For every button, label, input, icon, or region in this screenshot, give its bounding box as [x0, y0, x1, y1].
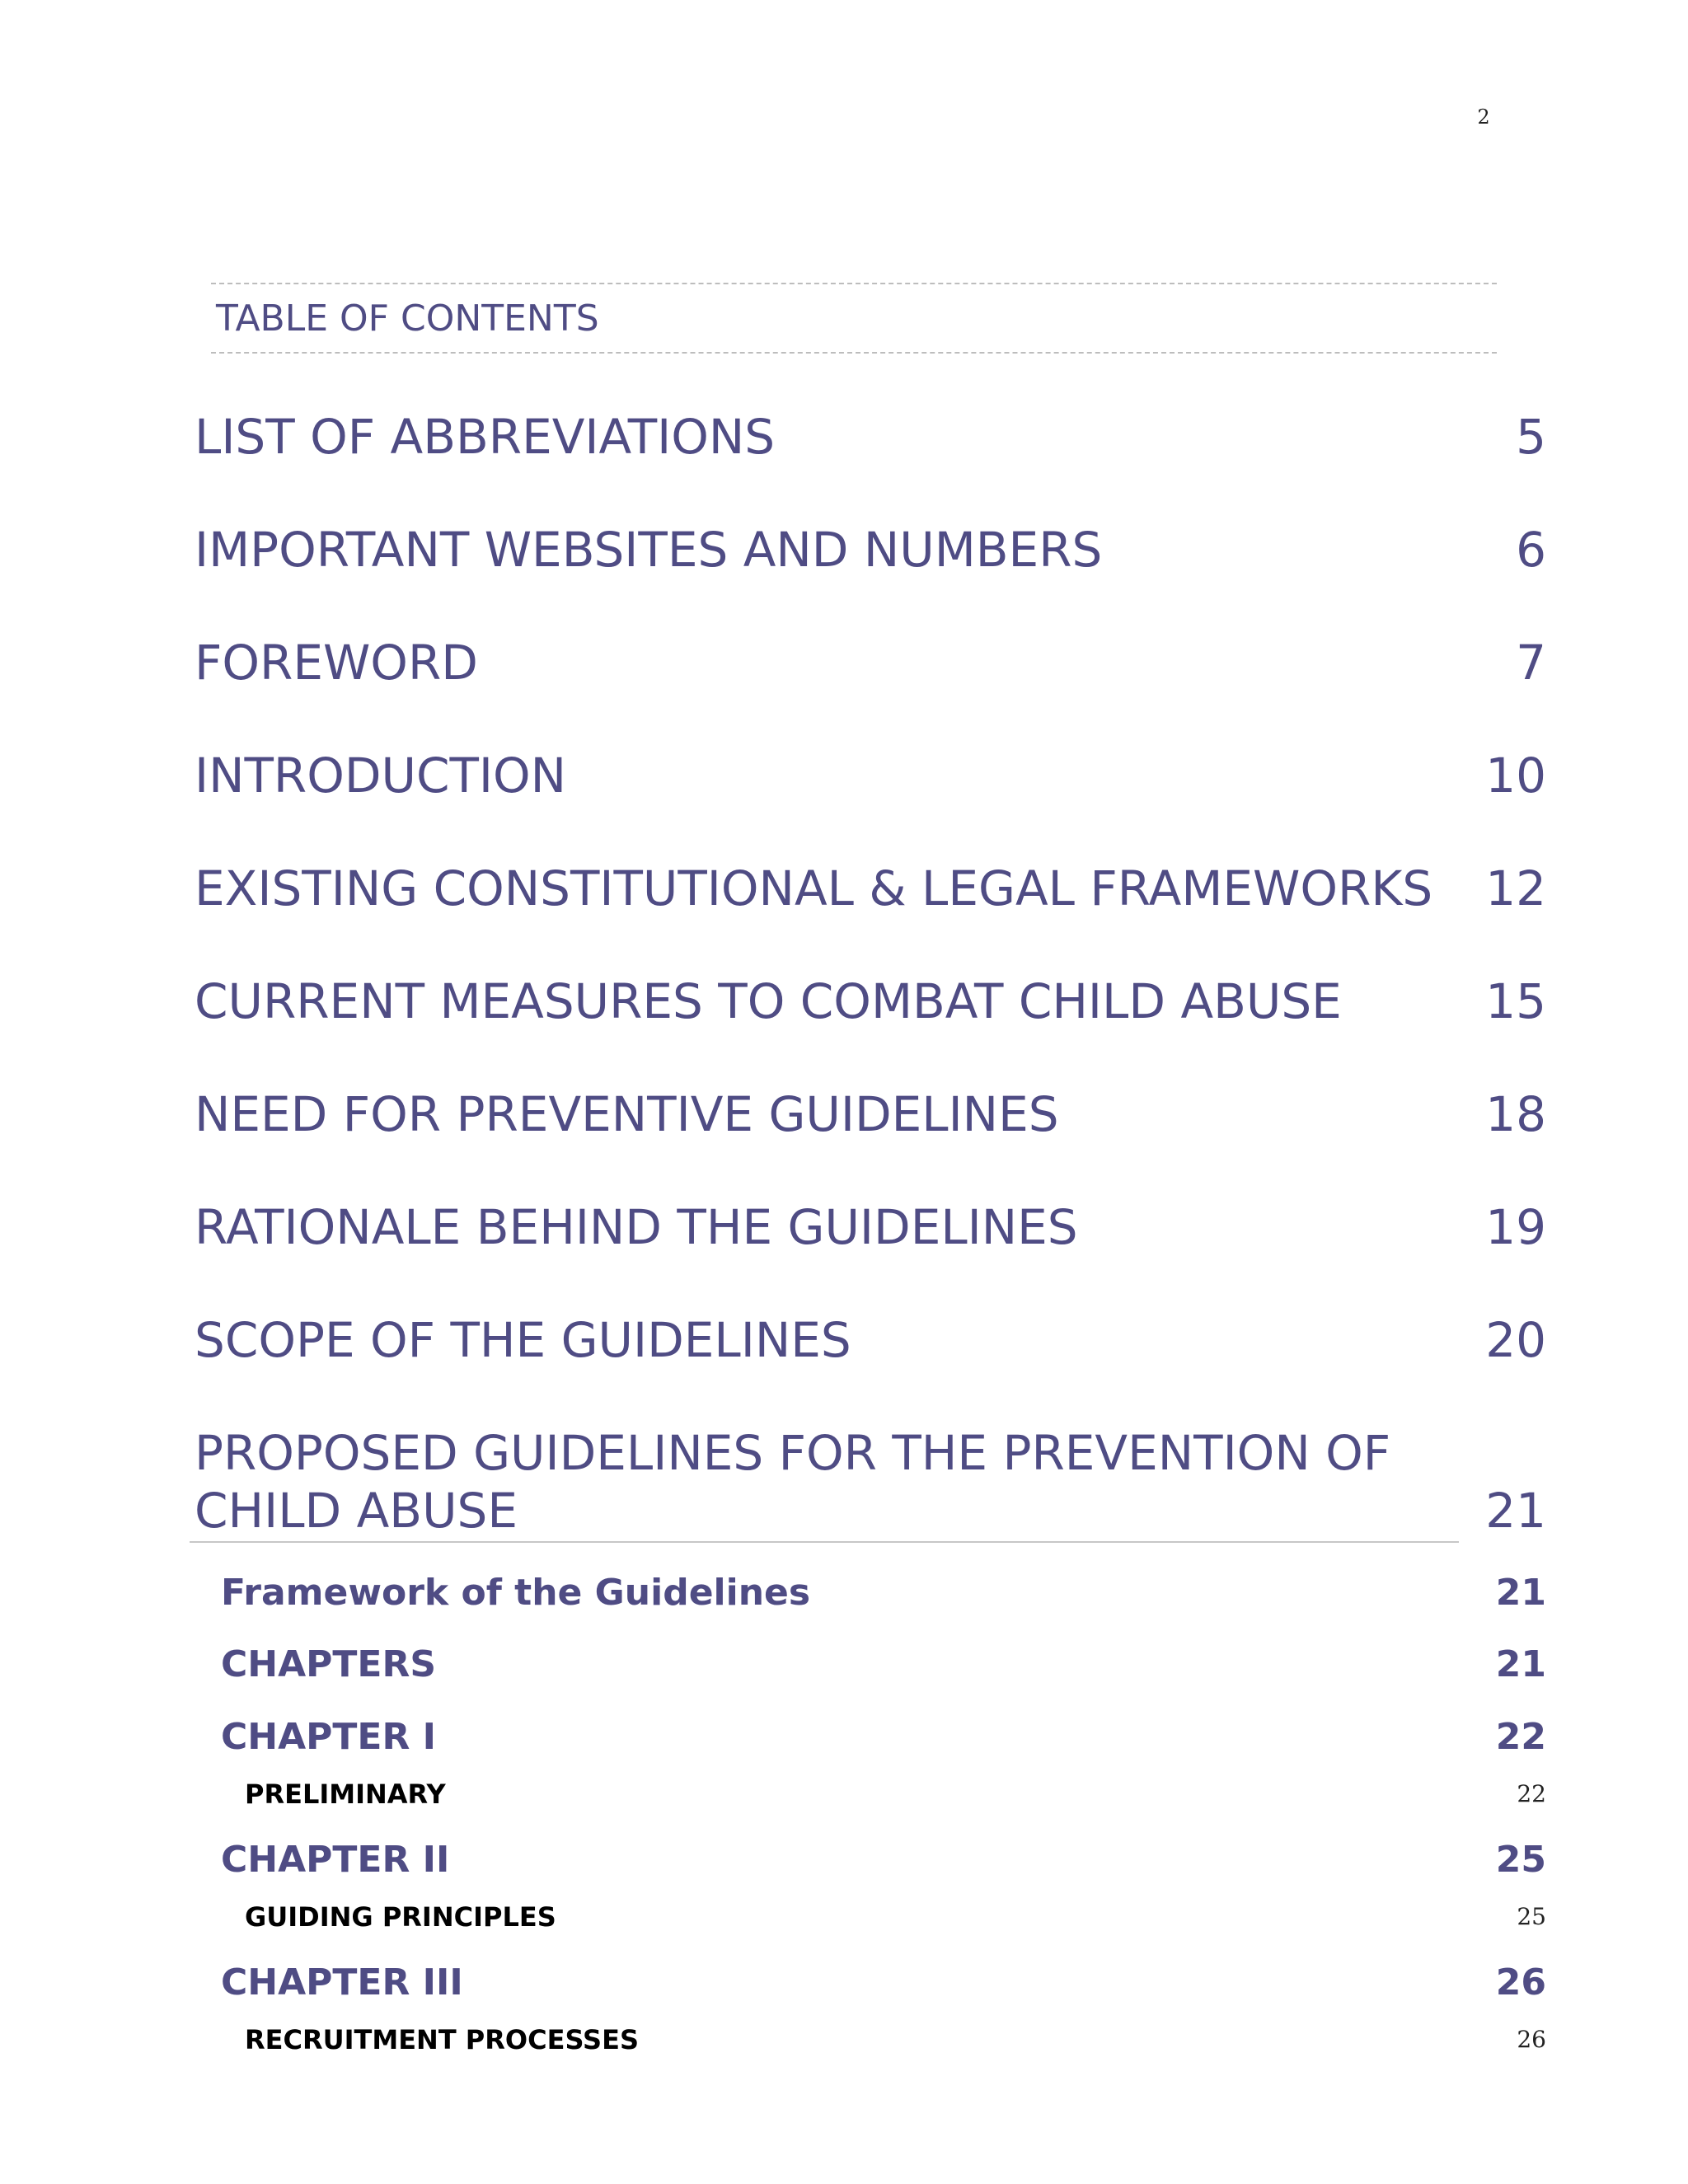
toc-entry-scope[interactable] — [195, 1311, 1546, 1369]
toc-entry-need-for-guidelines[interactable] — [195, 1085, 1546, 1143]
toc-entry-list-of-abbreviations[interactable] — [195, 408, 1546, 466]
toc-entry-page: 10 — [1485, 748, 1546, 804]
toc-entry-page: 21 — [1485, 1483, 1546, 1539]
toc-entry-page: 7 — [1516, 635, 1546, 691]
toc-entry-title: NEED FOR PREVENTIVE GUIDELINES — [195, 1086, 1059, 1142]
toc-subentry-preliminary[interactable] — [245, 1778, 1546, 1811]
toc-entry-page: 6 — [1516, 522, 1546, 578]
toc-entry-proposed-guidelines[interactable] — [195, 1424, 1546, 1540]
toc-entry-introduction[interactable] — [195, 747, 1546, 804]
toc-entry-title: SCOPE OF THE GUIDELINES — [195, 1312, 851, 1368]
toc-entry-rationale[interactable] — [195, 1198, 1546, 1256]
toc-entry-title: FOREWORD — [195, 635, 478, 691]
toc-entry-title: EXISTING CONSTITUTIONAL & LEGAL FRAMEWORKS — [195, 860, 1433, 916]
toc-entry-page: 21 — [1495, 1572, 1546, 1614]
toc-entry-page: 25 — [1495, 1839, 1546, 1881]
toc-entry-page: 19 — [1485, 1199, 1546, 1255]
toc-subentry-framework[interactable] — [221, 1571, 1546, 1615]
toc-entry-title: RECRUITMENT PROCESSES — [245, 2024, 639, 2055]
toc-entry-title: Framework of the Guidelines — [221, 1572, 811, 1614]
toc-entry-title: GUIDING PRINCIPLES — [245, 1901, 556, 1933]
toc-entry-page: 21 — [1495, 1643, 1546, 1685]
toc-entry-page: 22 — [1517, 1780, 1546, 1807]
toc-entry-title: LIST OF ABBREVIATIONS — [195, 409, 776, 465]
toc-entry-title: IMPORTANT WEBSITES AND NUMBERS — [195, 522, 1103, 578]
toc-entry-page: 25 — [1517, 1903, 1546, 1930]
toc-entry-title: CHAPTER II — [221, 1839, 450, 1881]
toc-entry-current-measures[interactable] — [195, 972, 1546, 1030]
toc-subentry-chapters[interactable] — [221, 1643, 1546, 1687]
toc-subentry-guiding-principles[interactable] — [245, 1900, 1546, 1933]
toc-entry-title: PRELIMINARY — [245, 1779, 446, 1810]
toc-entry-page: 18 — [1485, 1086, 1546, 1142]
page-number: 2 — [1477, 105, 1490, 129]
toc-entry-foreword[interactable] — [195, 634, 1546, 691]
section-divider — [190, 1541, 1459, 1543]
toc-subentry-chapter-1[interactable] — [221, 1715, 1546, 1760]
toc-entry-important-websites[interactable] — [195, 521, 1546, 579]
toc-entry-page: 12 — [1485, 860, 1546, 916]
toc-entry-page: 5 — [1516, 409, 1546, 465]
toc-entry-title: CHAPTER III — [221, 1961, 463, 2004]
toc-entry-title: CHAPTERS — [221, 1643, 437, 1685]
toc-entry-title: CURRENT MEASURES TO COMBAT CHILD ABUSE — [195, 973, 1342, 1029]
toc-subentry-chapter-2[interactable] — [221, 1838, 1546, 1882]
toc-entry-title: RATIONALE BEHIND THE GUIDELINES — [195, 1199, 1078, 1255]
toc-subentry-recruitment[interactable] — [245, 2023, 1546, 2056]
toc-entry-existing-frameworks[interactable] — [195, 860, 1546, 917]
toc-entry-title: CHAPTER I — [221, 1716, 437, 1758]
toc-entry-title: PROPOSED GUIDELINES FOR THE PREVENTION OF CHILD ABUSE — [195, 1425, 1391, 1539]
toc-subentry-chapter-3[interactable] — [221, 1961, 1546, 2005]
toc-entry-page: 15 — [1485, 973, 1546, 1029]
toc-entry-page: 26 — [1517, 2026, 1546, 2053]
toc-entry-page: 26 — [1495, 1961, 1546, 2004]
toc-entry-page: 22 — [1495, 1716, 1546, 1758]
toc-entry-title: INTRODUCTION — [195, 748, 567, 804]
toc-header — [211, 283, 1497, 354]
toc-entry-page: 20 — [1485, 1312, 1546, 1368]
toc-title: TABLE OF CONTENTS — [216, 298, 599, 340]
